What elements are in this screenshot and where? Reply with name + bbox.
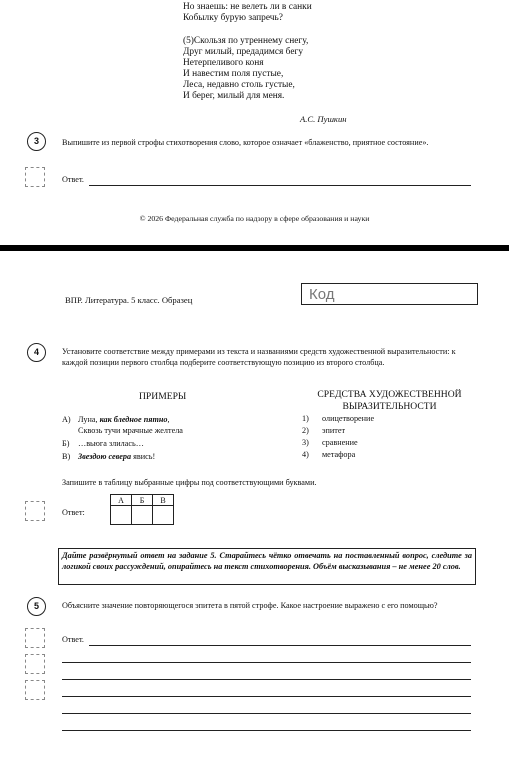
example-text: явись!: [131, 452, 156, 461]
footer-copyright: © 2026 Федеральная служба по надзору в сфере образования и науки: [139, 214, 370, 223]
poem-line: И навестим поля пустые,: [183, 69, 284, 79]
means-column-header: СРЕДСТВА ХУДОЖЕСТВЕННОЙ ВЫРАЗИТЕЛЬНОСТИ: [317, 389, 462, 412]
means-item: 4) метафора: [302, 450, 356, 459]
instruction-text: Дайте развёрнутый ответ на задание 5. Старайтесь чётко отвечать на поставленный вопрос, следите за логикой своих рассуждений, опирайтесь на текст стихотворения. Объём высказывания – не менее 20 слов.: [62, 551, 472, 571]
poem-line: Леса, недавно столь густые,: [183, 80, 295, 90]
instruction-box: [58, 548, 476, 585]
poem-stanza-4-tail: [183, 2, 312, 24]
table-header-a: А: [111, 495, 132, 506]
poem-line: Друг милый, предадимся бегу: [183, 47, 304, 57]
answer-line[interactable]: [62, 696, 471, 697]
poem-line: Но знаешь: не велеть ли в санки: [183, 2, 312, 12]
poem-line: Кобылку бурую запречь?: [183, 13, 283, 23]
example-text: Луна,: [78, 415, 100, 424]
example-b: [62, 439, 144, 450]
table-header-c: В: [153, 495, 174, 506]
code-field[interactable]: [301, 283, 478, 305]
poem-stanza-5: [183, 36, 308, 102]
task-3-text: Выпишите из первой строфы стихотворения слово, которое означает «блаженство, приятное состояние».: [62, 138, 429, 147]
task-4-text: Установите соответствие между примерами из текста и названиями средств художественной выразительности: к каждой позиции первого столбца подберите соответствующую позицию из второго столбца.: [62, 347, 456, 367]
example-text: ,: [167, 415, 170, 424]
means-item: 1) олицетворение: [302, 414, 375, 423]
poem-line: (5)Скользя по утреннему снегу,: [183, 36, 309, 46]
example-emphasis: как бледное пятно: [99, 415, 168, 424]
answer-line[interactable]: [89, 645, 471, 646]
answer-line[interactable]: [62, 730, 471, 731]
task-5-text: Объясните значение повторяющегося эпитета в пятой строфе. Какое настроение выражено с его помощью?: [62, 601, 438, 610]
example-letter: Б): [62, 439, 70, 448]
answer-label: Ответ.: [62, 635, 84, 644]
example-a: [62, 415, 183, 436]
code-label: Код: [309, 286, 335, 303]
table-header-b: Б: [132, 495, 153, 506]
page-separator: [0, 245, 509, 251]
example-emphasis: Звездою севера: [78, 452, 132, 461]
means-item: 3) сравнение: [302, 438, 358, 447]
task-number-badge: 3: [27, 132, 46, 151]
poem-author: А.С. Пушкин: [300, 114, 347, 124]
answer-label: Ответ.: [62, 175, 84, 184]
answer-line[interactable]: [62, 679, 471, 680]
means-item: 2) эпитет: [302, 426, 346, 435]
answer-cell-c[interactable]: [153, 506, 174, 525]
page-header-title: ВПР. Литература. 5 класс. Образец: [65, 295, 193, 305]
score-box: [25, 501, 45, 521]
example-c: [62, 452, 155, 463]
task-4-instruction: Запишите в таблицу выбранные цифры под соответствующими буквами.: [62, 478, 317, 487]
answer-cell-a[interactable]: [111, 506, 132, 525]
answer-line[interactable]: [89, 185, 471, 186]
examples-column-header: ПРИМЕРЫ: [139, 391, 187, 402]
task-number-badge: 5: [27, 597, 46, 616]
means-list: [302, 414, 374, 462]
example-letter: А): [62, 415, 71, 424]
score-box: [25, 167, 45, 187]
score-box: [25, 654, 45, 674]
score-box: [25, 680, 45, 700]
answer-label: Ответ:: [62, 508, 85, 517]
answer-line[interactable]: [62, 713, 471, 714]
task-number-badge: 4: [27, 343, 46, 362]
example-line-2: Сквозь тучи мрачные желтела: [78, 425, 183, 435]
example-text: …вьюга злилась…: [78, 439, 144, 448]
score-box: [25, 628, 45, 648]
example-letter: В): [62, 452, 71, 461]
answer-table: [110, 494, 174, 525]
poem-line: И берег, милый для меня.: [183, 91, 285, 101]
answer-cell-b[interactable]: [132, 506, 153, 525]
poem-line: Нетерпеливого коня: [183, 58, 264, 68]
answer-line[interactable]: [62, 662, 471, 663]
